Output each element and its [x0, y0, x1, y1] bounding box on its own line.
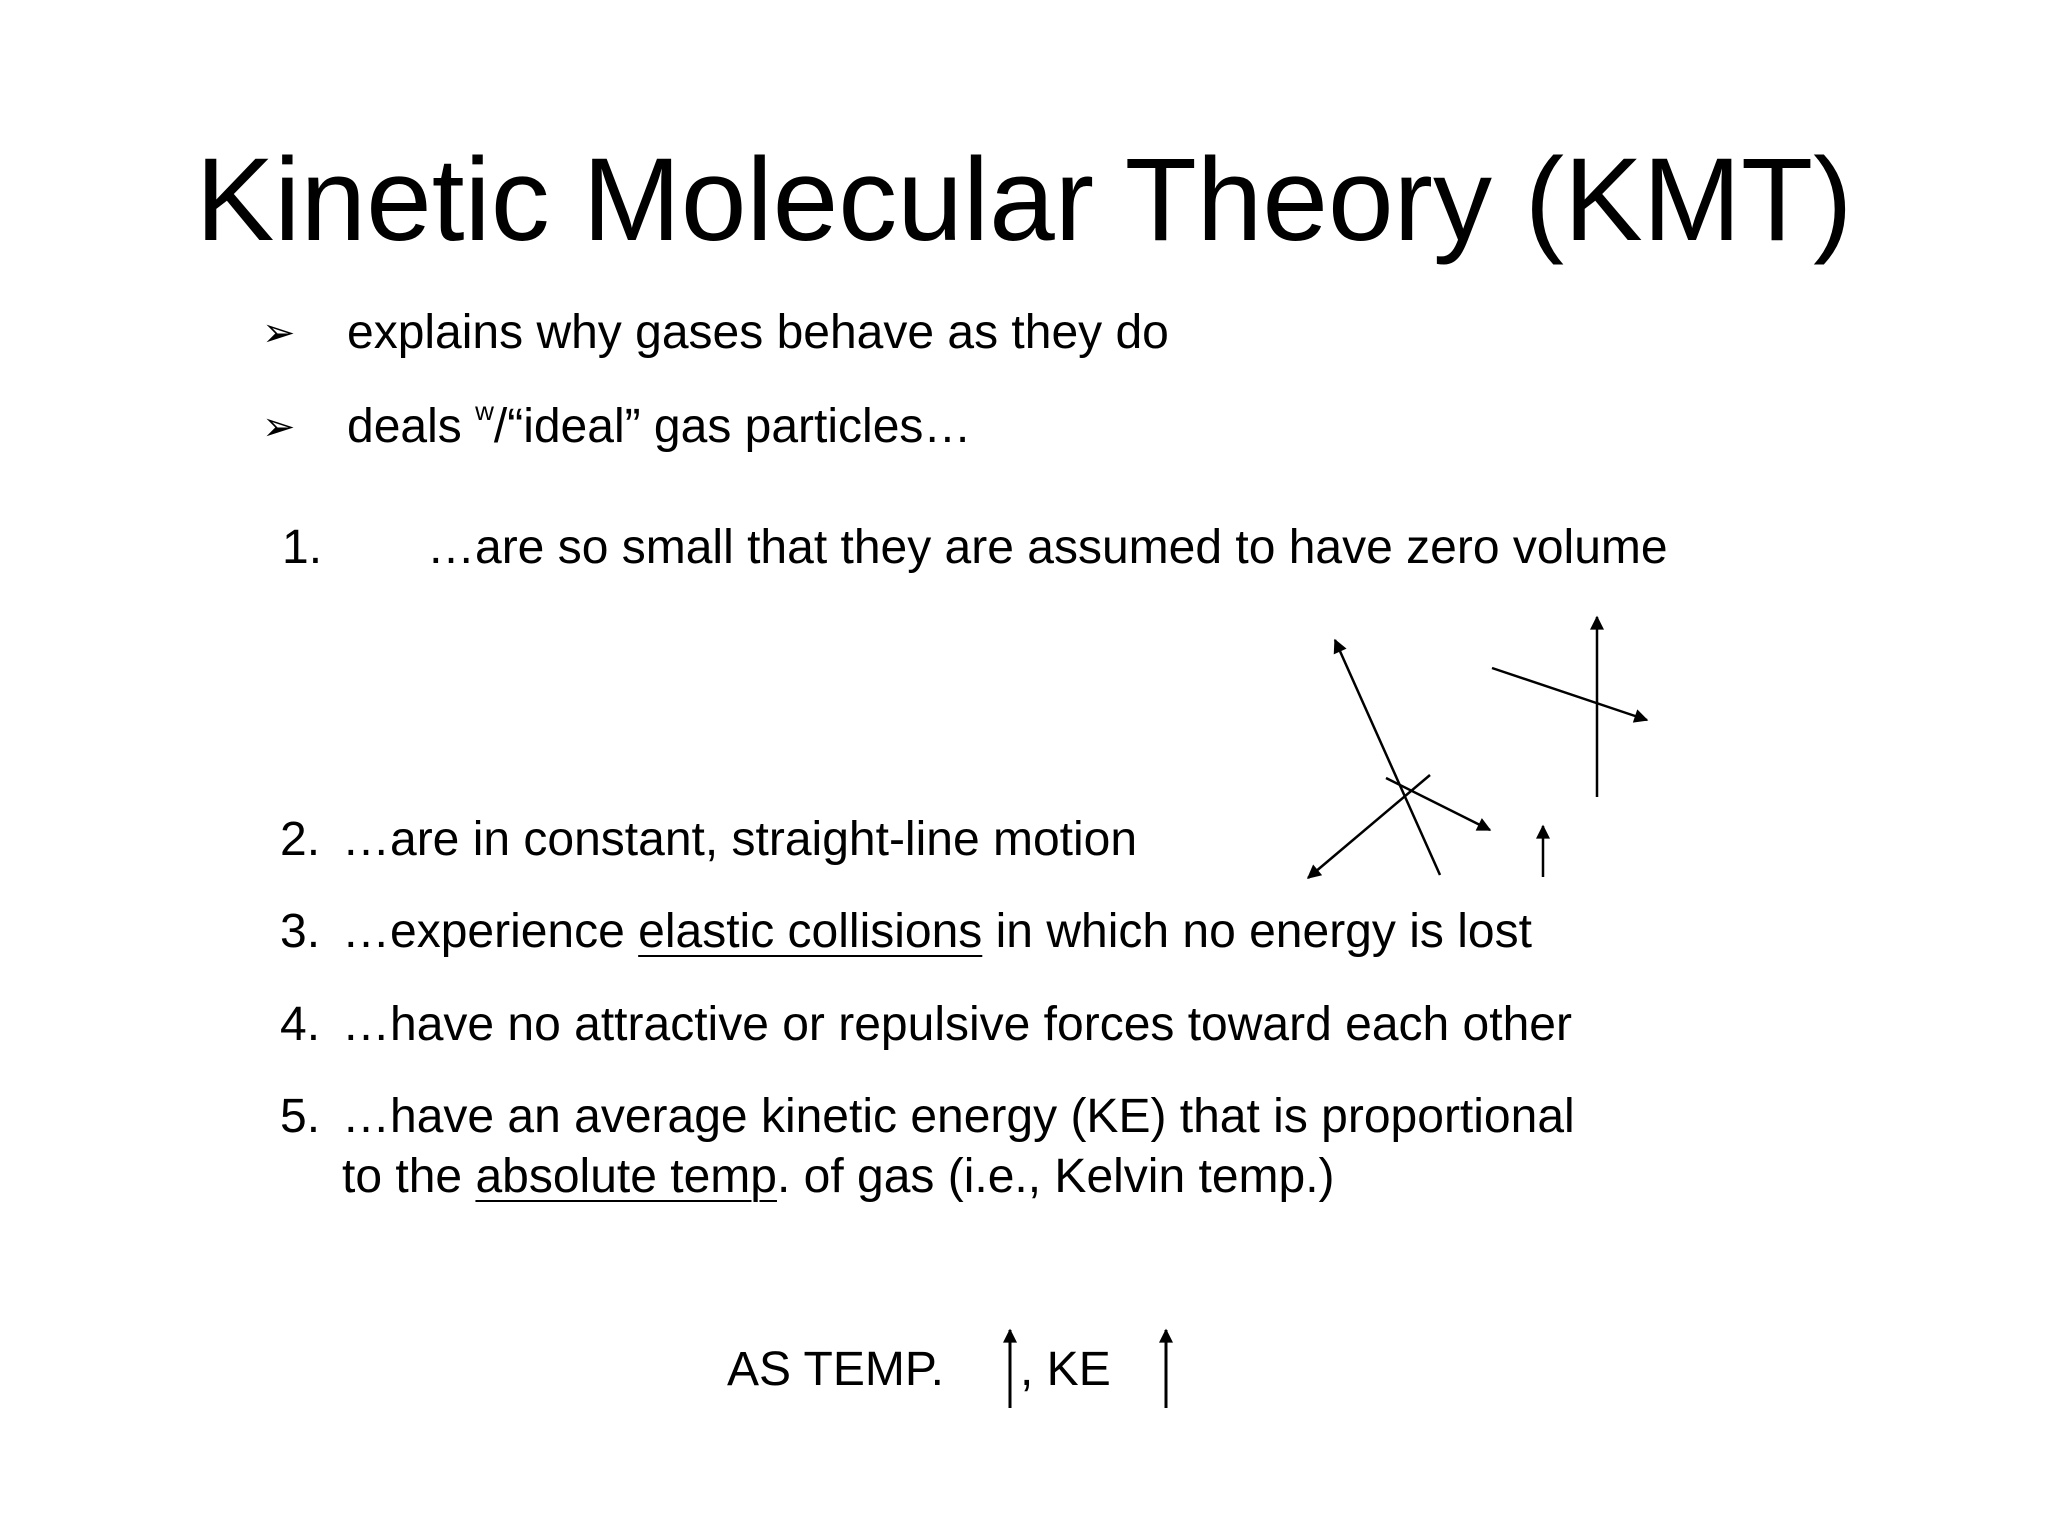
point-text-5-line2-pre: to the	[342, 1150, 476, 1203]
relation-as-temp: AS TEMP.	[727, 1343, 944, 1396]
point-text-4: …have no attractive or repulsive forces toward each other	[342, 998, 1572, 1051]
point-text-5-line1: …have an average kinetic energy (KE) that is proportional	[342, 1090, 1575, 1143]
point-number-2: 2.	[280, 813, 321, 866]
bullet-text-2-post: /“ideal” gas particles…	[493, 400, 972, 453]
point-number-1: 1.	[282, 521, 323, 574]
point-text-1: …are so small that they are assumed to have zero volume	[427, 521, 1668, 574]
point-text-3-pre: …experience	[342, 905, 639, 958]
slide-title: Kinetic Molecular Theory (KMT)	[195, 134, 1853, 266]
bullet-text-2-pre: deals	[347, 400, 476, 453]
point-text-2: …are in constant, straight-line motion	[342, 813, 1138, 866]
point-text-3-post: in which no energy is lost	[982, 905, 1532, 958]
relation-ke: , KE	[1020, 1343, 1111, 1396]
arrowhead-bullet-icon: ➢	[262, 311, 296, 355]
bullet-text-2-sup: w	[475, 396, 494, 426]
point-text-5-line2-post: . of gas (i.e., Kelvin temp.)	[776, 1150, 1335, 1203]
particle-arrow-3	[1386, 778, 1490, 830]
bullet-text-1: explains why gases behave as they do	[347, 306, 1169, 359]
point-number-5: 5.	[280, 1090, 321, 1143]
point-number-4: 4.	[280, 998, 321, 1051]
particle-arrow-4	[1492, 668, 1647, 720]
particle-arrow-1	[1335, 640, 1440, 875]
arrowhead-bullet-icon: ➢	[262, 405, 296, 449]
point-number-3: 3.	[280, 905, 321, 958]
absolute-temp-term: absolute temp	[475, 1150, 777, 1203]
elastic-collisions-term: elastic collisions	[638, 905, 983, 958]
